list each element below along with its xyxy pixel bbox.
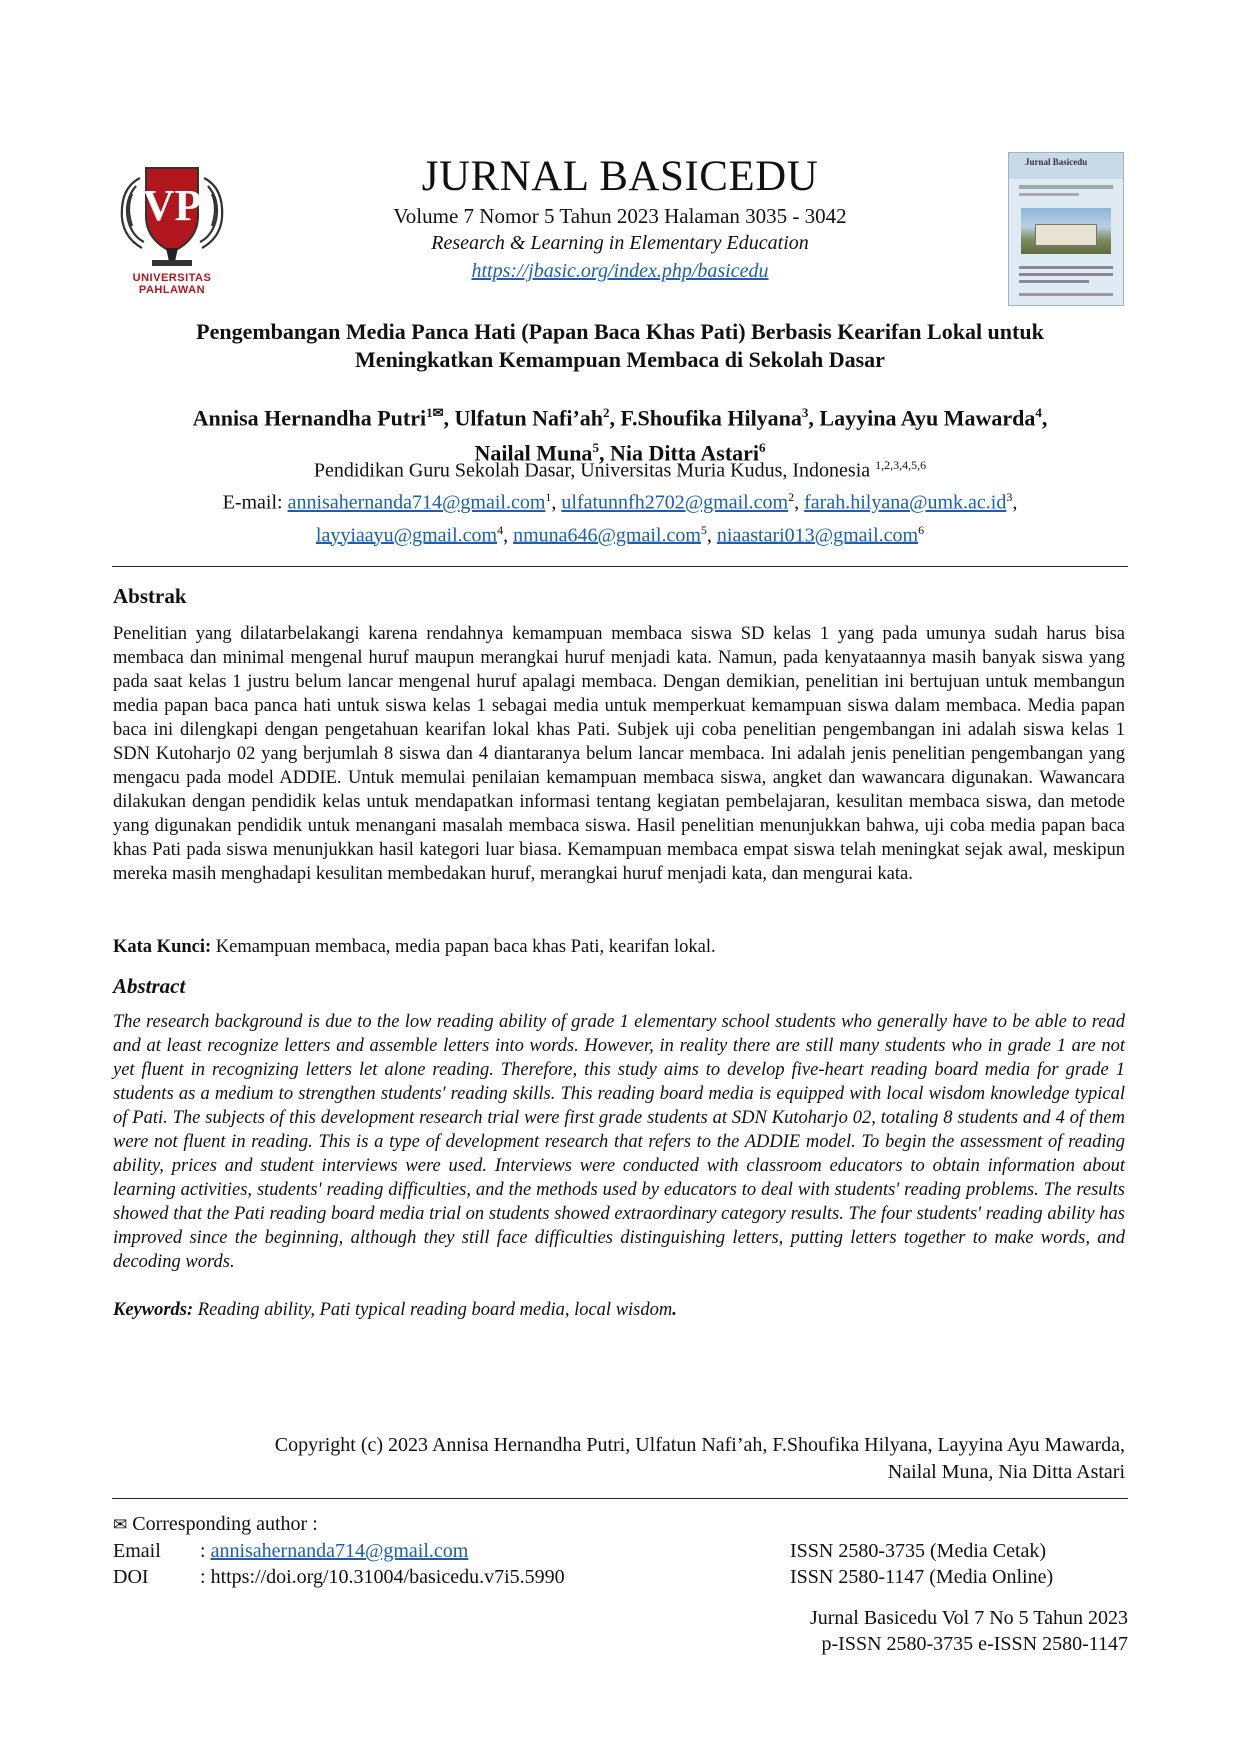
divider [112, 1498, 1128, 1499]
cover-photo [1021, 208, 1111, 254]
kata-kunci-label: Kata Kunci: [113, 937, 212, 957]
issn-print: ISSN 2580-3735 (Media Cetak) [790, 1540, 1047, 1562]
footer-line-1: Jurnal Basicedu Vol 7 No 5 Tahun 2023 [809, 1607, 1128, 1629]
author-name: Layyina Ayu Mawarda [819, 405, 1036, 431]
divider [112, 566, 1128, 567]
abstract-text: The research background is due to the low reading ability of grade 1 elementary school students who generally have to be able to read and at least recognize letters and assemble letters into words. However, in reality there are still many students who in grade 1 are not yet fluent in recognizing letters let alone reading. Therefore, this study aims to develop five-heart reading board media for grade 1 students as a medium to strengthen students' reading skills. This reading board media is equipped with local wisdom knowledge typical of Pati. The subjects of this development research trial were first grade students at SDN Kutoharjo 02, totaling 8 students and 4 of them were not fluent in reading. This is a type of development research that refers to the ADDIE model. To begin the assessment of reading ability, prices and student interviews were used. Interviews were conducted with classroom educators to obtain information about learning activities, students' reading difficulties, and the methods used by educators to deal with students' reading problems. The results showed that the Pati reading board media trial on students showed extraordinary category results. The four students' reading ability has improved since the beginning, although they still face difficulties distinguishing letters, putting letters together to make words, and decoding words. [113, 1012, 1125, 1272]
email-link[interactable]: niaastari013@gmail.com [716, 524, 919, 547]
corr-email-label: Email [113, 1540, 161, 1562]
paper-title-line-2: Meningkatkan Kemampuan Membaca di Sekolah Dasar [355, 347, 885, 372]
envelope-icon: ✉ [113, 1515, 128, 1535]
email-label: E-mail: [222, 491, 283, 514]
author-list: Annisa Hernandha Putri$^{1✉}$, Ulfatun $Nafi’ah^2$, F.Shoufika Hilyana$^3$, Layyina Ayu Mawarda$^4$, Nailal Muna$^5$, Nia Ditta Astari$^6$ [192, 405, 1048, 466]
journal-subtitle: Research & Learning in Elementary Education [431, 232, 809, 254]
affiliation-marks: 1,2,3,4,5,6 [875, 458, 927, 472]
author-affil-mark: 3 [801, 405, 809, 420]
author-affil-mark: 5 [592, 440, 599, 456]
corr-doi-label: DOI [113, 1566, 149, 1588]
corr-doi-row: : https://doi.org/10.31004/basicedu.v7i5.5990 [200, 1566, 565, 1588]
author-name: Nailal Muna [474, 440, 593, 466]
author-name: Nia Ditta Astari [609, 440, 760, 466]
copyright-line-1: Copyright (c) 2023 Annisa Hernandha Putri, Ulfatun Nafi’ah, F.Shoufika Hilyana, Layyina Ayu Mawarda, [274, 1434, 1125, 1456]
author-name: F.Shoufika Hilyana [620, 405, 802, 431]
author-affil-mark: 2 [603, 405, 610, 420]
email-link[interactable]: annisahernanda714@gmail.com [287, 491, 546, 514]
keywords-label: Keywords: [113, 1300, 194, 1320]
abstrak-text: Penelitian yang dilatarbelakangi karena rendahnya kemampuan membaca siswa SD kelas 1 yang pada umunya sudah harus bisa membaca dan minimal mengenal huruf maupun merangkai huruf menjadi kata. Namun, pada kenyataannya masih banyak siswa yang pada saat kelas 1 justru belum lancar mengenal huruf apalagi membaca. Dengan demikian, penelitian ini bertujuan untuk membangun media papan baca panca hati untuk siswa kelas 1 sebagai media untuk memperkuat kemampuan siswa dalam membaca. Media papan baca ini dilengkapi dengan pengetahuan kearifan lokal khas Pati. Subjek uji coba penelitian pengembangan ini adalah siswa kelas 1 SDN Kutoharjo 02 yang berjumlah 8 siswa dan 4 diantaranya belum lancar membaca. Ini adalah jenis penelitian pengembangan yang mengacu pada model ADDIE. Untuk memulai penilaian kemampuan membaca siswa, angket dan wawancara digunakan. Wawancara dilakukan dengan pendidik kelas untuk mendapatkan informasi tentang kegiatan pembelajaran, kesulitan membaca siswa, dan metode yang digunakan pendidik untuk menangani masalah membaca siswa. Hasil penelitian menunjukkan bahwa, uji coba media papan baca khas Pati pada siswa menunjukkan hasil kategori luar biasa. Kemampuan membaca empat siswa telah meningkat sejak awal, meskipun mereka masih menghadapi kesulitan membedakan huruf, merangkai huruf menjadi kata, dan mengurai kata. [113, 624, 1125, 884]
email-mark: 5 [700, 522, 707, 537]
svg-text:VP: VP [142, 181, 202, 230]
paper-title-line-1: Pengembangan Media Panca Hati (Papan Baca Khas Pati) Berbasis Kearifan Lokal untuk [196, 319, 1044, 344]
email-link[interactable]: nmuna646@gmail.com [513, 524, 701, 547]
email-mark: 1 [545, 490, 552, 504]
email-mark: 3 [1006, 490, 1013, 504]
abstrak-heading: Abstrak [113, 584, 187, 608]
affiliation [110, 458, 1130, 483]
footer-line-2: p-ISSN 2580-3735 e-ISSN 2580-1147 [821, 1633, 1128, 1655]
corr-doi-value: https://doi.org/10.31004/basicedu.v7i5.5990 [210, 1566, 565, 1588]
cover-title: Jurnal Basicedu [1009, 153, 1123, 179]
author-name: Ulfatun Nafi’ah [454, 405, 604, 431]
corr-email-row: : annisahernanda714@gmail.com [200, 1540, 469, 1562]
abstract-heading: Abstract [113, 974, 186, 998]
journal-title: JURNAL BASICEDU [421, 153, 819, 200]
university-logo [112, 148, 232, 298]
copyright-line-2: Nailal Muna, Nia Ditta Astari [887, 1461, 1125, 1483]
kata-kunci-text: Kemampuan membaca, media papan baca khas Pati, kearifan lokal. [215, 937, 716, 957]
journal-url-link[interactable]: https://jbasic.org/index.php/basicedu [471, 260, 769, 282]
email-link[interactable]: farah.hilyana@umk.ac.id [804, 491, 1007, 514]
journal-cover-thumbnail [1008, 152, 1124, 306]
email-mark: 4 [497, 522, 504, 537]
author-name: Annisa Hernandha Putri [192, 405, 427, 431]
copyright [113, 1432, 1125, 1486]
author-affil-mark: 6 [759, 440, 766, 456]
affiliation-text: Pendidikan Guru Sekolah Dasar, Universitas Muria Kudus, Indonesia [313, 459, 871, 482]
email-link[interactable]: ulfatunnfh2702@gmail.com [561, 491, 789, 514]
page-footer [810, 1605, 1128, 1657]
corresponding-heading: Corresponding author : [132, 1513, 318, 1535]
kata-kunci [113, 935, 1125, 959]
corr-email-link[interactable]: annisahernanda714@gmail.com [210, 1540, 469, 1562]
author-affil-mark: 4 [1035, 405, 1042, 420]
email-link[interactable]: layyiaayu@gmail.com [315, 524, 498, 547]
paper-title [110, 318, 1130, 374]
corresponding-author [113, 1513, 318, 1536]
issn-online: ISSN 2580-1147 (Media Online) [790, 1566, 1054, 1588]
keywords-end: . [672, 1300, 677, 1320]
email-list: E-mail: annisahernanda714@gmail.com$^1$, ulfatunnfh2702@gmail.com$^2$, $farah.hilyana@umk.ac.id^3$, layyiaayu@gmail.com$^4$, nmuna646@gmail.com$^5$, niaastari013@gmail.com$^6$ [222, 490, 1018, 547]
author-affil-mark: 1✉ [426, 405, 444, 420]
email-mark: 2 [788, 490, 795, 504]
keywords [113, 1298, 1125, 1322]
logo-text: UNIVERSITAS PAHLAWAN [132, 272, 212, 296]
email-mark: 6 [918, 522, 925, 537]
volume-line: Volume 7 Nomor 5 Tahun 2023 Halaman 3035 - 3042 [393, 204, 847, 228]
keywords-text: Reading ability, Pati typical reading board media, local wisdom [197, 1300, 673, 1320]
